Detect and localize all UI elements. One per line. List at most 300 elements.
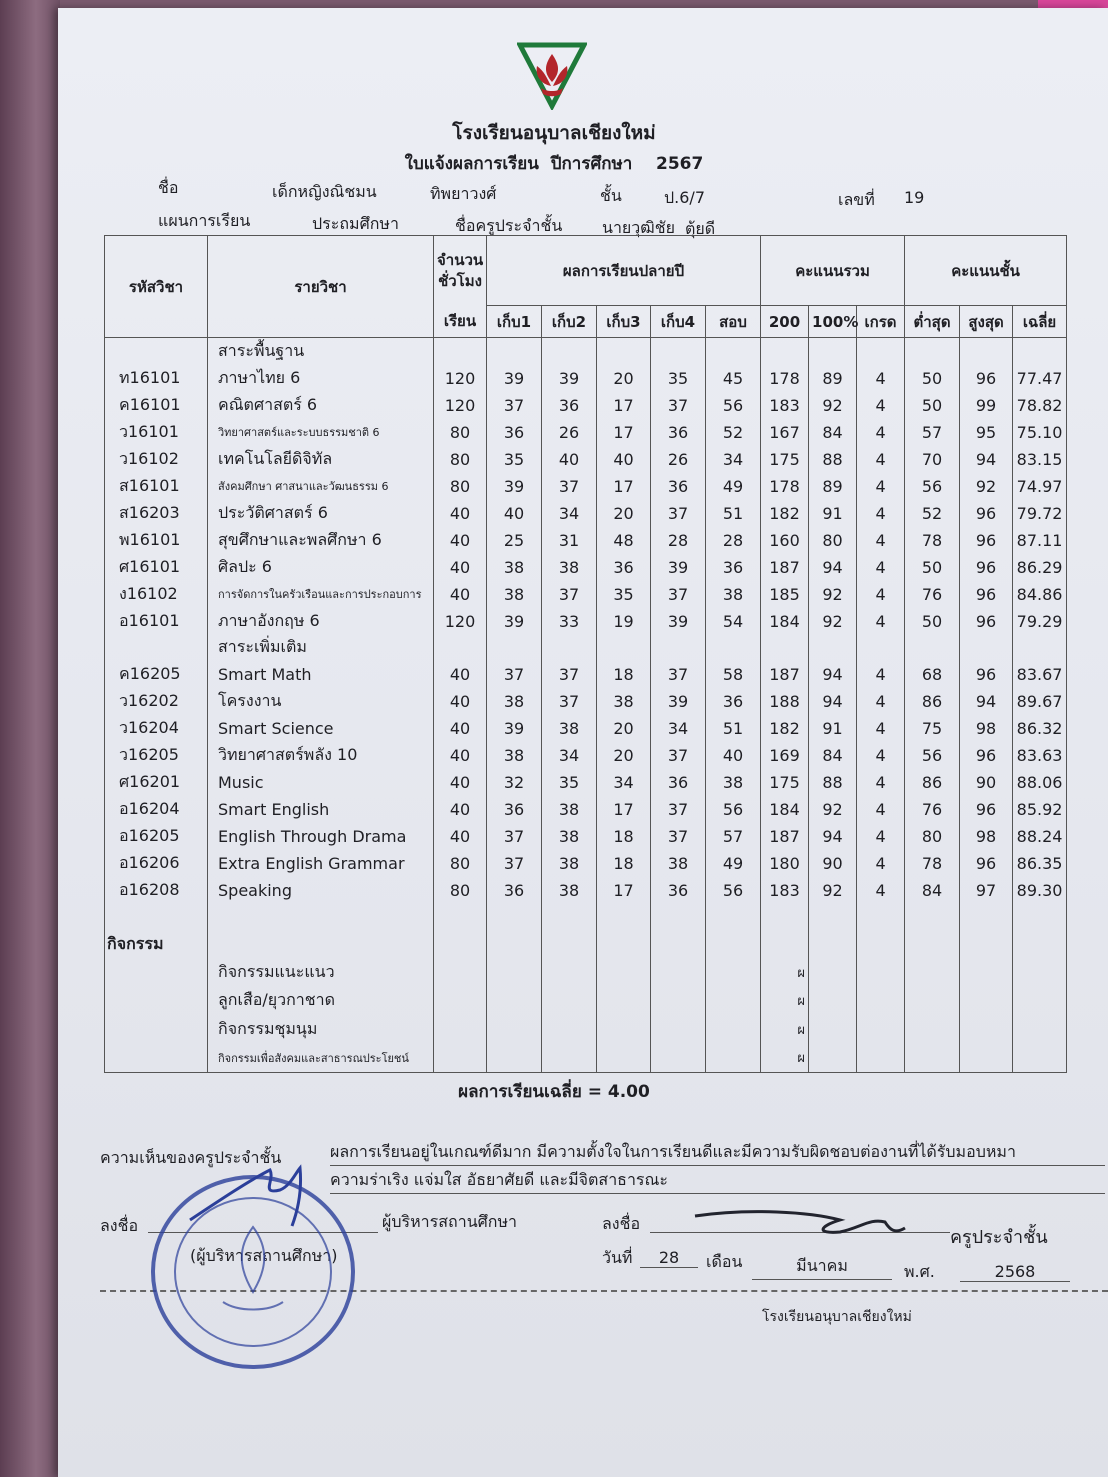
empty-cell	[651, 634, 706, 661]
cell-k2: 38	[542, 877, 597, 904]
empty-cell	[651, 338, 706, 365]
section-extra-label: สาระเพิ่มเติม	[208, 634, 434, 661]
empty-cell	[809, 634, 857, 661]
empty-cell	[706, 1043, 761, 1072]
cell-max: 96	[960, 661, 1013, 688]
empty-cell	[857, 634, 905, 661]
cell-hours: 80	[434, 850, 487, 877]
cell-k3: 17	[597, 796, 651, 823]
cell-score200: 188	[761, 688, 809, 715]
cell-exam: 45	[706, 365, 761, 392]
cell-k2: 37	[542, 688, 597, 715]
class-label: ชั้น	[600, 186, 622, 205]
cell-k2: 38	[542, 796, 597, 823]
cell-k4: 37	[651, 742, 706, 769]
cell-k2: 37	[542, 473, 597, 500]
empty-cell	[105, 1015, 208, 1043]
teacher-last-name: ตุ้ยดี	[685, 219, 716, 238]
cell-percent: 92	[809, 608, 857, 635]
cell-score200: 167	[761, 419, 809, 446]
cell-k4: 37	[651, 796, 706, 823]
empty-cell	[761, 634, 809, 661]
cell-min: 50	[905, 392, 960, 419]
cell-min: 86	[905, 769, 960, 796]
month-label: เดือน	[706, 1252, 743, 1271]
col-grade-header: เกรด	[857, 306, 905, 338]
cell-max: 96	[960, 796, 1013, 823]
cell-grade: 4	[857, 796, 905, 823]
cell-avg: 74.97	[1013, 473, 1067, 500]
report-title	[0, 150, 1108, 177]
cell-k4: 35	[651, 365, 706, 392]
cell-hours: 80	[434, 419, 487, 446]
cell-percent: 88	[809, 769, 857, 796]
col-200-header: 200	[761, 306, 809, 338]
empty-cell	[651, 958, 706, 986]
empty-cell	[542, 1015, 597, 1043]
cell-k2: 37	[542, 661, 597, 688]
cell-k2: 34	[542, 742, 597, 769]
empty-cell	[597, 1015, 651, 1043]
cell-k3: 20	[597, 715, 651, 742]
cell-k1: 38	[487, 554, 542, 581]
empty-cell	[905, 958, 960, 986]
class-score-header: คะแนนชั้น	[905, 236, 1067, 306]
cell-min: 70	[905, 446, 960, 473]
cell-avg: 89.30	[1013, 877, 1067, 904]
cell-k1: 36	[487, 419, 542, 446]
cell-grade: 4	[857, 850, 905, 877]
name-label: ชื่อ	[158, 178, 179, 197]
col-k2-header: เก็บ2	[542, 306, 597, 338]
cell-min: 78	[905, 850, 960, 877]
cell-min: 84	[905, 877, 960, 904]
cell-exam: 38	[706, 769, 761, 796]
cell-exam: 54	[706, 608, 761, 635]
cell-k4: 36	[651, 419, 706, 446]
empty-cell	[487, 958, 542, 986]
empty-cell	[487, 1043, 542, 1072]
cell-exam: 34	[706, 446, 761, 473]
empty-cell	[706, 958, 761, 986]
empty-cell	[1013, 904, 1067, 931]
cell-score200: 182	[761, 715, 809, 742]
cell-k1: 38	[487, 688, 542, 715]
cell-max: 96	[960, 500, 1013, 527]
student-first-name: เด็กหญิงณิชมน	[272, 182, 377, 201]
gpa-summary: ผลการเรียนเฉลี่ย = 4.00	[458, 1082, 650, 1102]
cell-exam: 52	[706, 419, 761, 446]
cell-k3: 18	[597, 823, 651, 850]
empty-cell	[905, 986, 960, 1014]
cell-k1: 40	[487, 500, 542, 527]
empty-cell	[434, 958, 487, 986]
col-hours-header	[434, 236, 487, 306]
cell-code: อ16101	[105, 608, 208, 635]
cell-score200: 169	[761, 742, 809, 769]
col-avg-header: เฉลี่ย	[1013, 306, 1067, 338]
table-row	[105, 823, 1067, 850]
year-label: ปีการศึกษา	[550, 154, 633, 174]
cell-percent: 88	[809, 446, 857, 473]
grades-body	[105, 338, 1067, 1073]
cell-k1: 36	[487, 796, 542, 823]
cell-exam: 56	[706, 392, 761, 419]
cell-k2: 38	[542, 554, 597, 581]
school-seal-stamp	[148, 1172, 358, 1372]
cell-min: 50	[905, 365, 960, 392]
cell-k2: 38	[542, 850, 597, 877]
cell-exam: 56	[706, 796, 761, 823]
cell-avg: 86.32	[1013, 715, 1067, 742]
empty-cell	[960, 634, 1013, 661]
cell-k1: 38	[487, 742, 542, 769]
cell-subject: English Through Drama	[208, 823, 434, 850]
activity-result: ผ	[761, 1015, 809, 1043]
cell-avg: 84.86	[1013, 581, 1067, 608]
cell-subject: ภาษาไทย 6	[208, 365, 434, 392]
cell-exam: 36	[706, 688, 761, 715]
cell-score200: 187	[761, 823, 809, 850]
cell-k3: 17	[597, 877, 651, 904]
cell-subject: Smart Science	[208, 715, 434, 742]
cell-score200: 183	[761, 877, 809, 904]
cell-score200: 178	[761, 365, 809, 392]
activity-result: ผ	[761, 1043, 809, 1072]
year-label-be: พ.ศ.	[904, 1262, 935, 1281]
cell-k4: 37	[651, 500, 706, 527]
cell-score200: 160	[761, 527, 809, 554]
empty-cell	[434, 1015, 487, 1043]
table-row	[105, 581, 1067, 608]
empty-cell	[857, 338, 905, 365]
empty-cell	[434, 634, 487, 661]
cell-k4: 26	[651, 446, 706, 473]
cell-avg: 79.72	[1013, 500, 1067, 527]
grades-table	[104, 235, 1067, 1073]
cell-k2: 33	[542, 608, 597, 635]
cell-k1: 39	[487, 608, 542, 635]
empty-cell	[542, 904, 597, 931]
cell-avg: 85.92	[1013, 796, 1067, 823]
empty-cell	[434, 1043, 487, 1072]
empty-cell	[905, 1043, 960, 1072]
student-class: ป.6/7	[664, 188, 705, 207]
empty-cell	[105, 634, 208, 661]
empty-cell	[857, 958, 905, 986]
cell-percent: 94	[809, 688, 857, 715]
footer-school-name: โรงเรียนอนุบาลเชียงใหม่	[762, 1309, 912, 1325]
cell-avg: 83.63	[1013, 742, 1067, 769]
cell-max: 96	[960, 554, 1013, 581]
date-day: 28	[640, 1248, 698, 1268]
cell-grade: 4	[857, 688, 905, 715]
empty-cell	[434, 904, 487, 931]
col-k3-header: เก็บ3	[597, 306, 651, 338]
cell-grade: 4	[857, 554, 905, 581]
date-month: มีนาคม	[752, 1254, 892, 1280]
cell-code: อ16206	[105, 850, 208, 877]
empty-cell	[651, 1015, 706, 1043]
cell-code: ว16102	[105, 446, 208, 473]
empty-cell	[706, 634, 761, 661]
table-row	[105, 688, 1067, 715]
empty-cell	[597, 986, 651, 1014]
empty-cell	[651, 904, 706, 931]
cell-k4: 28	[651, 527, 706, 554]
empty-cell	[809, 1015, 857, 1043]
cell-max: 97	[960, 877, 1013, 904]
cell-score200: 185	[761, 581, 809, 608]
cell-score200: 175	[761, 769, 809, 796]
comment-line-2: ความร่าเริง แจ่มใส อัธยาศัยดี และมีจิตสาธารณะ	[330, 1168, 1105, 1194]
empty-cell	[1013, 1015, 1067, 1043]
empty-cell	[105, 904, 208, 931]
cell-k3: 20	[597, 500, 651, 527]
empty-cell	[960, 904, 1013, 931]
hours-header-line1: จำนวน	[437, 250, 484, 269]
activity-name: กิจกรรมแนะแนว	[208, 958, 434, 986]
table-row	[105, 392, 1067, 419]
table-row	[105, 527, 1067, 554]
cell-subject: คณิตศาสตร์ 6	[208, 392, 434, 419]
plan-label: แผนการเรียน	[158, 211, 251, 230]
empty-cell	[542, 931, 597, 958]
cell-k3: 17	[597, 419, 651, 446]
cell-exam: 36	[706, 554, 761, 581]
cell-k1: 37	[487, 850, 542, 877]
date-label: วันที่	[602, 1248, 633, 1267]
cell-exam: 57	[706, 823, 761, 850]
cell-grade: 4	[857, 446, 905, 473]
cell-k2: 38	[542, 715, 597, 742]
cell-max: 96	[960, 608, 1013, 635]
empty-cell	[542, 958, 597, 986]
cell-avg: 86.29	[1013, 554, 1067, 581]
table-row	[105, 877, 1067, 904]
cell-min: 80	[905, 823, 960, 850]
empty-cell	[960, 338, 1013, 365]
section-basic-label: สาระพื้นฐาน	[208, 338, 434, 365]
cell-min: 75	[905, 715, 960, 742]
cell-max: 94	[960, 688, 1013, 715]
cell-code: อ16208	[105, 877, 208, 904]
teacher-role: ครูประจำชั้น	[950, 1227, 1048, 1248]
cell-exam: 58	[706, 661, 761, 688]
cell-subject: Music	[208, 769, 434, 796]
empty-cell	[542, 338, 597, 365]
cell-k2: 37	[542, 581, 597, 608]
cell-exam: 40	[706, 742, 761, 769]
empty-cell	[857, 904, 905, 931]
cell-grade: 4	[857, 365, 905, 392]
empty-cell	[809, 931, 857, 958]
cell-hours: 40	[434, 715, 487, 742]
cell-subject: Extra English Grammar	[208, 850, 434, 877]
cell-percent: 94	[809, 823, 857, 850]
cell-k3: 20	[597, 742, 651, 769]
empty-cell	[1013, 338, 1067, 365]
cell-code: ท16101	[105, 365, 208, 392]
cell-code: ง16102	[105, 581, 208, 608]
cell-subject: วิทยาศาสตร์และระบบธรรมชาติ 6	[208, 419, 434, 446]
cell-subject: Speaking	[208, 877, 434, 904]
cell-score200: 183	[761, 392, 809, 419]
empty-cell	[1013, 1043, 1067, 1072]
cell-max: 96	[960, 581, 1013, 608]
cell-hours: 40	[434, 661, 487, 688]
empty-cell	[542, 986, 597, 1014]
cell-k3: 35	[597, 581, 651, 608]
empty-cell	[105, 986, 208, 1014]
cell-percent: 89	[809, 365, 857, 392]
cell-k1: 35	[487, 446, 542, 473]
cell-k2: 26	[542, 419, 597, 446]
number-label: เลขที่	[838, 190, 875, 209]
activity-name: กิจกรรมชุมนุม	[208, 1015, 434, 1043]
table-row	[105, 661, 1067, 688]
activity-row	[105, 1043, 1067, 1072]
cell-hours: 80	[434, 473, 487, 500]
cell-min: 50	[905, 608, 960, 635]
empty-cell	[905, 904, 960, 931]
cell-subject: ศิลปะ 6	[208, 554, 434, 581]
cell-k4: 36	[651, 473, 706, 500]
empty-cell	[651, 986, 706, 1014]
table-row	[105, 850, 1067, 877]
cell-max: 98	[960, 715, 1013, 742]
cell-k3: 17	[597, 473, 651, 500]
cell-grade: 4	[857, 419, 905, 446]
cell-percent: 91	[809, 500, 857, 527]
teacher-label: ชื่อครูประจำชั้น	[455, 216, 563, 235]
table-row	[105, 554, 1067, 581]
cell-hours: 120	[434, 392, 487, 419]
empty-cell	[905, 1015, 960, 1043]
cell-k4: 39	[651, 608, 706, 635]
cell-percent: 94	[809, 554, 857, 581]
empty-cell	[809, 1043, 857, 1072]
cell-subject: ภาษาอังกฤษ 6	[208, 608, 434, 635]
cell-grade: 4	[857, 608, 905, 635]
cell-exam: 28	[706, 527, 761, 554]
cell-min: 76	[905, 581, 960, 608]
empty-cell	[809, 986, 857, 1014]
teacher-signature	[690, 1200, 930, 1244]
cell-hours: 40	[434, 688, 487, 715]
cell-k3: 34	[597, 769, 651, 796]
empty-cell	[542, 1043, 597, 1072]
cell-k1: 37	[487, 661, 542, 688]
comment-line-1: ผลการเรียนอยู่ในเกณฑ์ดีมาก มีความตั้งใจในการเรียนดีและมีความรับผิดชอบต่องานที่ได้รับมอบหมา	[330, 1140, 1105, 1166]
cell-avg: 86.35	[1013, 850, 1067, 877]
cell-subject: เทคโนโลยีดิจิทัล	[208, 446, 434, 473]
cell-max: 94	[960, 446, 1013, 473]
student-number: 19	[904, 188, 925, 207]
cell-subject: Smart English	[208, 796, 434, 823]
empty-cell	[597, 634, 651, 661]
cell-k2: 36	[542, 392, 597, 419]
empty-cell	[1013, 986, 1067, 1014]
cell-min: 52	[905, 500, 960, 527]
cell-max: 96	[960, 365, 1013, 392]
cell-k4: 37	[651, 581, 706, 608]
director-paren-role: (ผู้บริหารสถานศึกษา)	[190, 1246, 338, 1265]
cell-k1: 25	[487, 527, 542, 554]
hours-header-line3: เรียน	[434, 306, 487, 338]
empty-cell	[857, 1043, 905, 1072]
cell-code: อ16205	[105, 823, 208, 850]
cell-exam: 51	[706, 715, 761, 742]
cell-max: 98	[960, 823, 1013, 850]
empty-cell	[651, 1043, 706, 1072]
school-name: โรงเรียนอนุบาลเชียงใหม่	[452, 122, 656, 144]
cell-k1: 36	[487, 877, 542, 904]
cell-score200: 182	[761, 500, 809, 527]
cell-max: 99	[960, 392, 1013, 419]
cell-grade: 4	[857, 715, 905, 742]
cell-avg: 79.29	[1013, 608, 1067, 635]
empty-cell	[706, 986, 761, 1014]
cell-percent: 90	[809, 850, 857, 877]
cell-code: ศ16101	[105, 554, 208, 581]
empty-cell	[597, 1043, 651, 1072]
cell-avg: 88.06	[1013, 769, 1067, 796]
empty-cell	[542, 634, 597, 661]
empty-cell	[487, 634, 542, 661]
cell-code: ว16202	[105, 688, 208, 715]
cell-k3: 20	[597, 365, 651, 392]
cell-max: 90	[960, 769, 1013, 796]
cell-subject: โครงงาน	[208, 688, 434, 715]
empty-cell	[761, 338, 809, 365]
cell-k1: 37	[487, 823, 542, 850]
cell-hours: 40	[434, 796, 487, 823]
cell-score200: 187	[761, 661, 809, 688]
activity-result: ผ	[761, 958, 809, 986]
cell-k1: 39	[487, 473, 542, 500]
cell-k3: 48	[597, 527, 651, 554]
activities-label: กิจกรรม	[105, 931, 208, 958]
empty-cell	[487, 904, 542, 931]
cell-max: 96	[960, 850, 1013, 877]
cell-subject: Smart Math	[208, 661, 434, 688]
cell-avg: 77.47	[1013, 365, 1067, 392]
empty-cell	[857, 986, 905, 1014]
report-title-text: ใบแจ้งผลการเรียน	[404, 154, 539, 174]
cell-hours: 40	[434, 769, 487, 796]
school-logo-icon	[517, 42, 587, 110]
cell-grade: 4	[857, 877, 905, 904]
cell-k2: 39	[542, 365, 597, 392]
cell-max: 96	[960, 742, 1013, 769]
empty-cell	[960, 986, 1013, 1014]
table-row	[105, 365, 1067, 392]
cell-code: พ16101	[105, 527, 208, 554]
col-subject-header: รายวิชา	[208, 236, 434, 338]
cell-code: ศ16201	[105, 769, 208, 796]
activity-row	[105, 958, 1067, 986]
empty-cell	[487, 338, 542, 365]
cell-code: ว16101	[105, 419, 208, 446]
cell-subject: วิทยาศาสตร์พลัง 10	[208, 742, 434, 769]
section-row	[105, 338, 1067, 365]
cell-max: 95	[960, 419, 1013, 446]
cell-max: 92	[960, 473, 1013, 500]
empty-cell	[597, 904, 651, 931]
cell-k3: 38	[597, 688, 651, 715]
cell-code: อ16204	[105, 796, 208, 823]
